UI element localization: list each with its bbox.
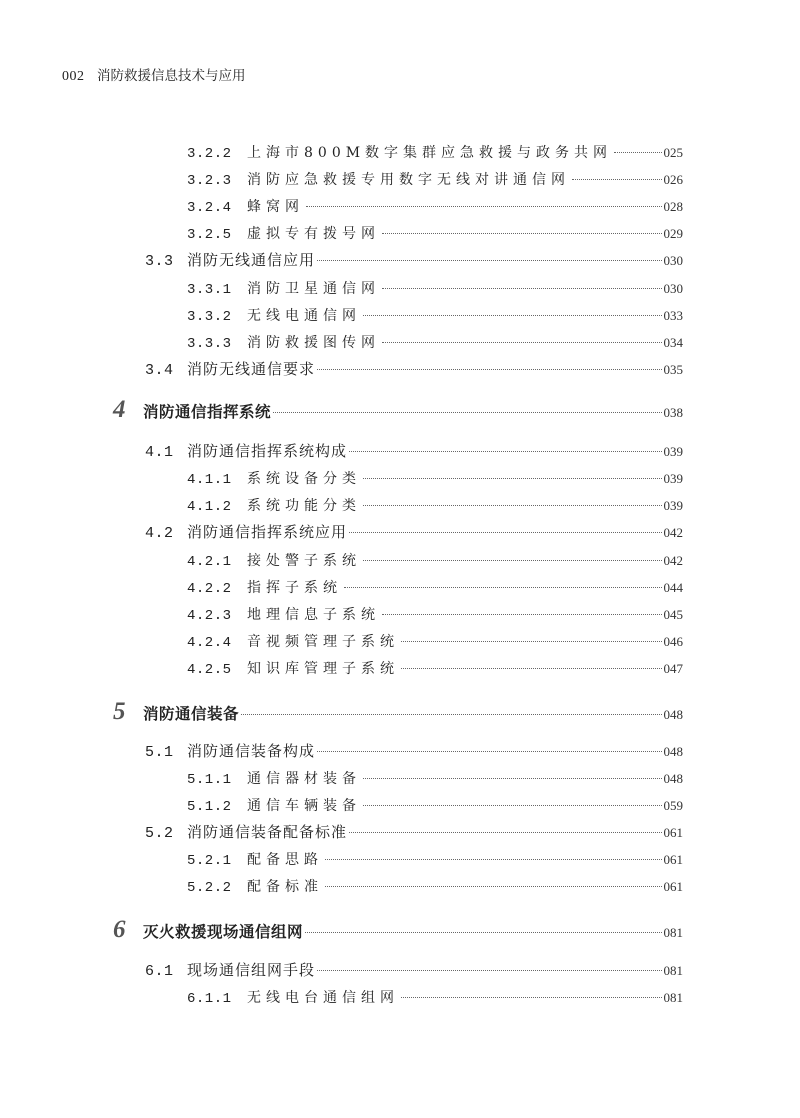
toc-entry-number: 5.1 xyxy=(145,744,174,761)
toc-leader-dots xyxy=(572,178,662,180)
toc-entry-number: 3.3 xyxy=(145,253,174,270)
toc-entry-page: 061 xyxy=(663,825,683,840)
toc-entry-number: 4.1.2 xyxy=(187,499,232,515)
toc-entry-page: 081 xyxy=(663,925,683,940)
toc-entry-number: 3.4 xyxy=(145,362,174,379)
toc-entry-number: 3.2.3 xyxy=(187,173,232,189)
toc-entry xyxy=(187,604,683,624)
toc-entry-number: 4.2.4 xyxy=(187,635,232,651)
running-header xyxy=(62,64,245,85)
toc-leader-dots xyxy=(241,713,661,715)
toc-entry-number: 4.2.5 xyxy=(187,662,232,678)
toc-entry xyxy=(187,550,683,570)
toc-entry-page: 030 xyxy=(663,281,683,296)
toc-entry-label: 虚拟专有拨号网 xyxy=(247,226,380,242)
chapter-title: 消防通信装备 xyxy=(143,705,240,723)
toc-entry-number: 5.1.2 xyxy=(187,799,232,815)
toc-entry-page: 039 xyxy=(663,498,683,513)
toc-entry-page: 035 xyxy=(663,362,683,377)
toc-entry xyxy=(187,631,683,651)
page-number: 002 xyxy=(62,69,85,84)
toc-entry-number: 5.1.1 xyxy=(187,772,232,788)
toc-entry xyxy=(145,440,683,461)
toc-leader-dots xyxy=(382,341,662,343)
toc-entry xyxy=(187,849,683,869)
toc-leader-dots xyxy=(363,777,662,779)
toc-leader-dots xyxy=(614,151,661,153)
toc-leader-dots xyxy=(401,640,662,642)
toc-leader-dots xyxy=(317,750,661,752)
toc-entry-label: 消防通信指挥系统应用 xyxy=(187,523,348,541)
toc-entry xyxy=(187,223,683,243)
toc-entry xyxy=(187,169,683,189)
toc-leader-dots xyxy=(306,205,662,207)
toc-entry-label: 无线电台通信组网 xyxy=(247,990,399,1006)
toc-entry xyxy=(187,196,683,216)
toc-entry xyxy=(187,332,683,352)
toc-leader-dots xyxy=(363,477,662,479)
toc-entry xyxy=(187,305,683,325)
toc-entry xyxy=(187,278,683,298)
toc-entry-page: 028 xyxy=(663,199,683,214)
toc-entry-number: 4.2.3 xyxy=(187,608,232,624)
toc-entry-label: 现场通信组网手段 xyxy=(187,961,316,979)
toc-entry-label: 系统设备分类 xyxy=(247,471,361,487)
toc-entry xyxy=(145,740,683,761)
toc-leader-dots xyxy=(401,996,662,998)
toc-entry xyxy=(187,495,683,515)
toc-entry-label: 系统功能分类 xyxy=(247,498,361,514)
toc-entry-label: 接处警子系统 xyxy=(247,553,361,569)
toc-leader-dots xyxy=(363,314,662,316)
toc-chapter-entry xyxy=(113,916,683,944)
toc-entry-label: 消防应急救援专用数字无线对讲通信网 xyxy=(247,172,570,188)
chapter-number: 4 xyxy=(113,396,126,423)
toc-entry xyxy=(187,987,683,1007)
toc-leader-dots xyxy=(363,559,662,561)
chapter-number: 5 xyxy=(113,698,126,725)
toc-leader-dots xyxy=(382,613,662,615)
toc-leader-dots xyxy=(317,368,661,370)
toc-entry xyxy=(187,468,683,488)
toc-entry-number: 4.2.1 xyxy=(187,554,232,570)
toc-entry-page: 034 xyxy=(663,335,683,350)
toc-entry xyxy=(145,521,683,542)
toc-entry xyxy=(145,249,683,270)
toc-entry xyxy=(187,876,683,896)
toc-entry-label: 上海市800M数字集群应急救援与政务共网 xyxy=(247,145,613,161)
toc-entry-label: 消防救援图传网 xyxy=(247,335,380,351)
toc-leader-dots xyxy=(401,667,662,669)
toc-entry-label: 指挥子系统 xyxy=(247,580,342,596)
chapter-title: 消防通信指挥系统 xyxy=(143,403,272,421)
toc-entry-label: 蜂窝网 xyxy=(247,199,304,215)
toc-leader-dots xyxy=(349,531,661,533)
toc-entry-label: 消防通信装备配备标准 xyxy=(187,823,348,841)
toc-entry-page: 081 xyxy=(663,963,683,978)
toc-entry-page: 042 xyxy=(663,553,683,568)
toc-entry xyxy=(145,358,683,379)
toc-entry-page: 029 xyxy=(663,226,683,241)
toc-entry-label: 音视频管理子系统 xyxy=(247,634,399,650)
toc-entry-number: 4.1 xyxy=(145,444,174,461)
toc-entry-number: 6.1 xyxy=(145,963,174,980)
toc-entry-page: 059 xyxy=(663,798,683,813)
toc-entry-label: 知识库管理子系统 xyxy=(247,661,399,677)
toc-leader-dots xyxy=(363,504,662,506)
toc-entry-number: 3.3.1 xyxy=(187,282,232,298)
toc-leader-dots xyxy=(317,969,661,971)
toc-entry-number: 3.2.4 xyxy=(187,200,232,216)
toc-entry-page: 044 xyxy=(663,580,683,595)
toc-leader-dots xyxy=(273,411,661,413)
toc-entry xyxy=(187,577,683,597)
toc-entry-number: 3.2.2 xyxy=(187,146,232,162)
toc-entry-number: 4.2 xyxy=(145,525,174,542)
toc-leader-dots xyxy=(349,450,661,452)
book-title: 消防救援信息技术与应用 xyxy=(96,68,246,84)
toc-leader-dots xyxy=(344,586,662,588)
toc-entry-number: 3.3.3 xyxy=(187,336,232,352)
toc-entry-page: 045 xyxy=(663,607,683,622)
toc-entry-label: 消防无线通信应用 xyxy=(187,251,316,269)
toc-entry-page: 025 xyxy=(663,145,683,160)
toc-entry-page: 048 xyxy=(663,707,683,722)
toc-entry-page: 039 xyxy=(663,444,683,459)
toc-entry-page: 048 xyxy=(663,771,683,786)
toc-entry-number: 5.2 xyxy=(145,825,174,842)
toc-entry-number: 4.2.2 xyxy=(187,581,232,597)
chapter-title: 灭火救援现场通信组网 xyxy=(143,923,304,941)
toc-entry xyxy=(187,658,683,678)
toc-entry-page: 081 xyxy=(663,990,683,1005)
toc-leader-dots xyxy=(317,259,661,261)
toc-entry xyxy=(187,795,683,815)
toc-entry-label: 配备标准 xyxy=(247,879,323,895)
toc-entry-label: 消防通信指挥系统构成 xyxy=(187,442,348,460)
chapter-number: 6 xyxy=(113,916,126,943)
toc-entry-page: 047 xyxy=(663,661,683,676)
toc-entry-number: 5.2.2 xyxy=(187,880,232,896)
toc-entry-number: 5.2.1 xyxy=(187,853,232,869)
toc-entry-number: 3.3.2 xyxy=(187,309,232,325)
toc-entry-number: 3.2.5 xyxy=(187,227,232,243)
toc-leader-dots xyxy=(382,232,662,234)
toc-entry-label: 消防无线通信要求 xyxy=(187,360,316,378)
toc-entry-label: 无线电通信网 xyxy=(247,308,361,324)
toc-chapter-entry xyxy=(113,396,683,424)
toc-entry-label: 配备思路 xyxy=(247,852,323,868)
toc-entry-label: 消防卫星通信网 xyxy=(247,281,380,297)
toc-entry-label: 消防通信装备构成 xyxy=(187,742,316,760)
toc-leader-dots xyxy=(325,885,662,887)
toc-entry xyxy=(145,959,683,980)
toc-entry-number: 4.1.1 xyxy=(187,472,232,488)
toc-leader-dots xyxy=(382,287,662,289)
toc-entry-page: 046 xyxy=(663,634,683,649)
toc-entry-page: 061 xyxy=(663,879,683,894)
toc-leader-dots xyxy=(363,804,662,806)
toc-leader-dots xyxy=(349,831,661,833)
toc-entry-label: 通信器材装备 xyxy=(247,771,361,787)
toc-entry-page: 038 xyxy=(663,405,683,420)
toc-entry xyxy=(187,768,683,788)
toc-entry-page: 042 xyxy=(663,525,683,540)
toc-chapter-entry xyxy=(113,698,683,726)
toc-entry-label: 地理信息子系统 xyxy=(247,607,380,623)
toc-entry-page: 033 xyxy=(663,308,683,323)
toc-entry-label: 通信车辆装备 xyxy=(247,798,361,814)
toc-entry xyxy=(145,821,683,842)
toc-entry xyxy=(187,142,683,162)
toc-entry-page: 030 xyxy=(663,253,683,268)
toc-leader-dots xyxy=(325,858,662,860)
toc-entry-page: 039 xyxy=(663,471,683,486)
toc-entry-page: 048 xyxy=(663,744,683,759)
toc-leader-dots xyxy=(305,931,661,933)
toc-entry-number: 6.1.1 xyxy=(187,991,232,1007)
toc-entry-page: 061 xyxy=(663,852,683,867)
toc-entry-page: 026 xyxy=(663,172,683,187)
